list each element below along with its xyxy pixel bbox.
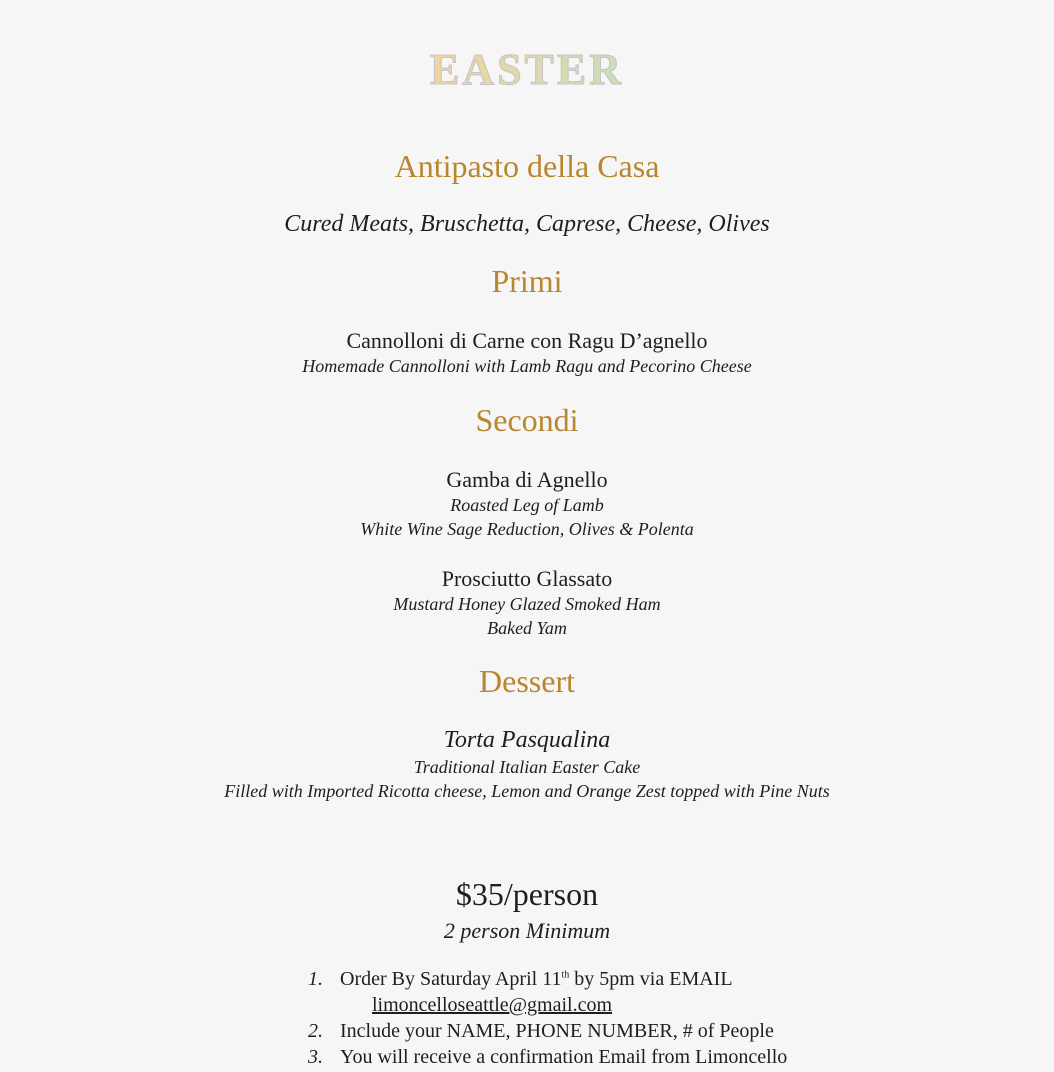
price: $35/person xyxy=(455,876,599,912)
secondi-dish1-desc2: White Wine Sage Reduction, Olives & Polenta xyxy=(360,519,694,539)
step-1-number: 1. xyxy=(308,968,323,990)
dessert-heading: Dessert xyxy=(479,663,575,699)
secondi-heading: Secondi xyxy=(475,402,579,438)
primi-dish-name: Cannolloni di Carne con Ragu D’agnello xyxy=(346,328,708,353)
email-link[interactable]: limoncelloseattle@gmail.com xyxy=(372,994,613,1016)
step-2-number: 2. xyxy=(308,1020,323,1042)
step-2-text: Include your NAME, PHONE NUMBER, # of People xyxy=(340,1020,774,1042)
secondi-dish1-name: Gamba di Agnello xyxy=(446,467,608,492)
dessert-desc2: Filled with Imported Ricotta cheese, Lemon and Orange Zest topped with Pine Nuts xyxy=(224,781,830,801)
step-3-text: You will receive a confirmation Email from Limoncello xyxy=(340,1046,788,1068)
secondi-dish2-desc2: Baked Yam xyxy=(487,618,567,638)
antipasto-items: Cured Meats, Bruschetta, Caprese, Cheese, Olives xyxy=(284,211,770,237)
antipasto-heading: Antipasto della Casa xyxy=(394,148,660,184)
step-1-text xyxy=(340,968,733,991)
step-1-superscript: th xyxy=(561,969,570,981)
secondi-dish1-desc1: Roasted Leg of Lamb xyxy=(450,495,604,515)
secondi-dish2-name: Prosciutto Glassato xyxy=(441,566,613,591)
dessert-name: Torta Pasqualina xyxy=(443,727,611,753)
minimum-note: 2 person Minimum xyxy=(443,918,611,943)
step-3-number: 3. xyxy=(308,1046,323,1068)
step-1-suffix: by 5pm via EMAIL xyxy=(569,968,733,990)
primi-dish-desc: Homemade Cannolloni with Lamb Ragu and Pecorino Cheese xyxy=(302,356,752,376)
dessert-desc1: Traditional Italian Easter Cake xyxy=(413,757,641,777)
primi-heading: Primi xyxy=(491,263,563,299)
secondi-dish2-desc1: Mustard Honey Glazed Smoked Ham xyxy=(393,594,661,614)
easter-title: EASTER xyxy=(0,44,1054,95)
step-1-prefix: Order By Saturday April 11 xyxy=(340,968,562,990)
